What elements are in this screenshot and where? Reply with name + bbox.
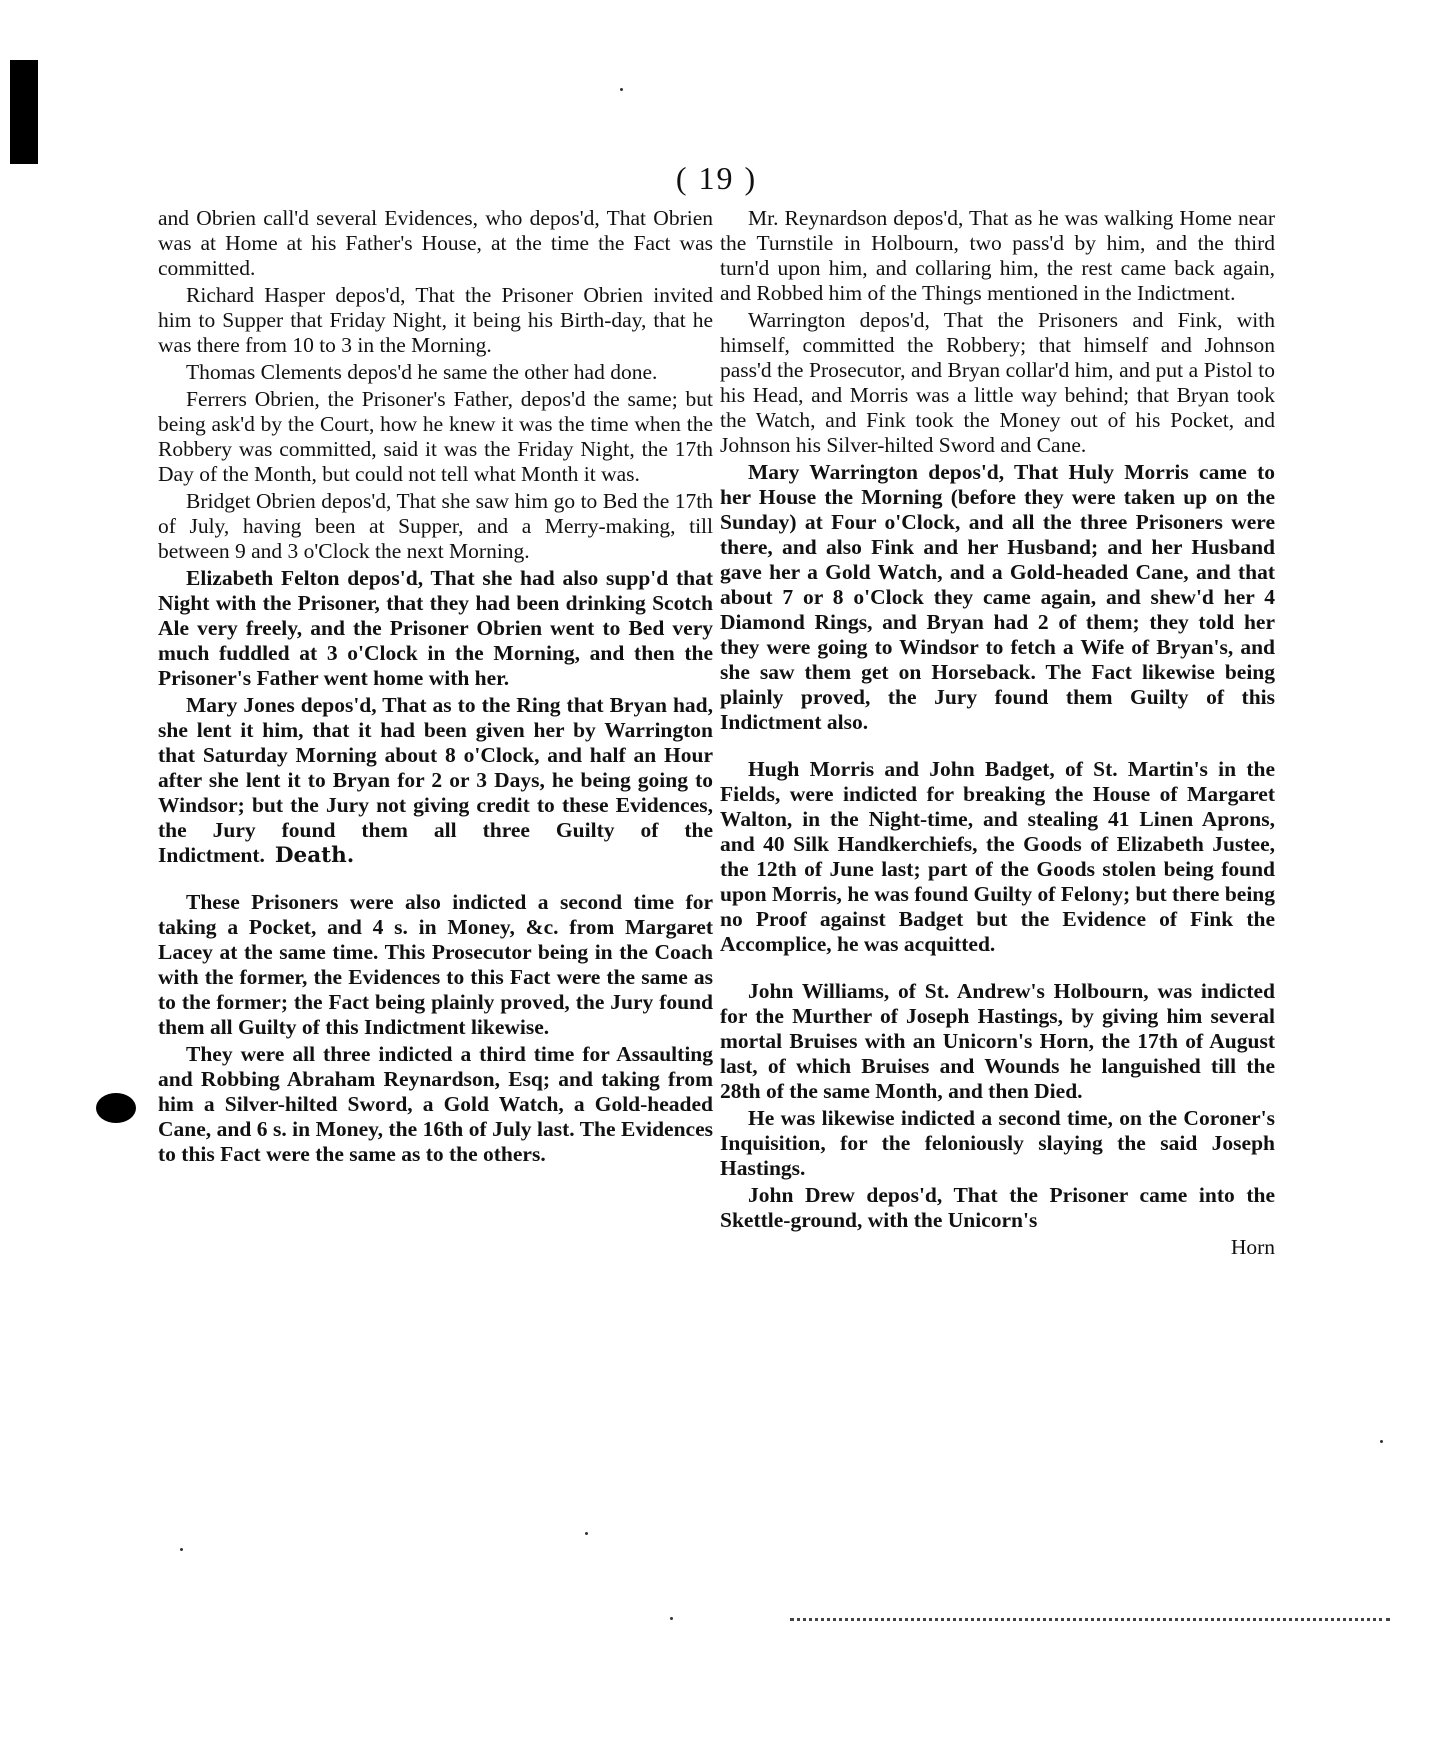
paragraph: Thomas Clements depos'd he same the other had done. xyxy=(186,360,658,384)
right-column xyxy=(720,206,1275,1282)
paragraph: He was likewise indicted a second time, on the Coroner's Inquisition, for the feloniously slaying the said Joseph Hastings. xyxy=(720,1106,1275,1180)
left-column xyxy=(158,206,713,1169)
paragraph: They were all three indicted a third time for Assaulting and Robbing Abraham Reynardson, Esq; and taking from him a Silver-hilted Sword, a Gold Watch, a Gold-headed Cane, and 6 s. in Money, the 16th of July last. The Evidences to this Fact were the same as to the others. xyxy=(158,1042,713,1166)
paragraph: John Drew depos'd, That the Prisoner came into the Skettle-ground, with the Unicorn's xyxy=(720,1183,1275,1232)
ink-blot xyxy=(96,1093,136,1123)
paragraph: Ferrers Obrien, the Prisoner's Father, depos'd the same; but being ask'd by the Court, how he knew it was the time when the Robbery was committed, said it was the Friday Night, the 17th Day of the Month, but could not tell what Month it was. xyxy=(158,387,713,486)
paragraph xyxy=(158,693,713,868)
paragraph-text: Mary Jones depos'd, That as to the Ring that Bryan had, she lent it him, that it had been given her by Warrington that Saturday Morning about 8 o'Clock, and half an Hour after she lent it to Bryan for 2 or 3 Days, he being going to Windsor; but the Jury not giving credit to these Evidences, the Jury found them all three Guilty of the Indictment. xyxy=(158,693,713,867)
scan-speck xyxy=(180,1548,183,1551)
section-gap xyxy=(720,737,1275,757)
scan-edge-mark xyxy=(10,60,38,164)
scan-speck xyxy=(670,1617,673,1620)
scan-speck xyxy=(1380,1440,1383,1443)
case-entry: John Williams, of St. Andrew's Holbourn, was indicted for the Murther of Joseph Hastings, by giving him several mortal Bruises with an Unicorn's Horn, the 17th of August last, of which Bruises and Wounds he languished till the 28th of the same Month, and then Died. xyxy=(720,979,1275,1103)
case-entry: Hugh Morris and John Badget, of St. Martin's in the Fields, were indicted for breaking the House of Margaret Walton, in the Night-time, and stealing 41 Linen Aprons, and 40 Silk Handkerchiefs, the Goods of Elizabeth Justee, the 12th of June last; part of the Goods stolen being found upon Morris, he was found Guilty of Felony; but there being no Proof against Badget but the Evidence of Fink the Accomplice, he was acquitted. xyxy=(720,757,1275,956)
paragraph: Richard Hasper depos'd, That the Prisoner Obrien invited him to Supper that Friday Night, it being his Birth-day, that he was there from 10 to 3 in the Morning. xyxy=(158,283,713,357)
section-gap xyxy=(158,870,713,890)
sentence-label: Death. xyxy=(274,843,355,868)
paragraph: Elizabeth Felton depos'd, That she had also supp'd that Night with the Prisoner, that they had been drinking Scotch Ale very freely, and the Prisoner Obrien went to Bed very much fuddled at 3 o'Clock in the Morning, and then the Prisoner's Father went home with her. xyxy=(158,566,713,690)
paragraph: Mary Warrington depos'd, That Huly Morris came to her House the Morning (before they were taken up on the Sunday) at Four o'Clock, and all the three Prisoners were there, and also Fink and her Husband; and her Husband gave her a Gold Watch, and a Gold-headed Cane, and that about 7 or 8 o'Clock they came again, and shew'd her 4 Diamond Rings, and Bryan had 2 of them; they told her they were going to Windsor to fetch a Wife of Bryan's, and she saw them get on Horseback. The Fact likewise being plainly proved, the Jury found them Guilty of this Indictment also. xyxy=(720,460,1275,734)
paragraph: These Prisoners were also indicted a second time for taking a Pocket, and 4 s. in Money, &c. from Margaret Lacey at the same time. This Prosecutor being in the Coach with the former, the Evidences to this Fact were the same as to the former; the Fact being plainly proved, the Jury found them all Guilty of this Indictment likewise. xyxy=(158,890,713,1039)
page-number: ( 19 ) xyxy=(675,160,758,196)
scan-noise-line xyxy=(790,1618,1390,1621)
section-gap xyxy=(720,959,1275,979)
paragraph: Bridget Obrien depos'd, That she saw him go to Bed the 17th of July, having been at Supper, and a Merry-making, till between 9 and 3 o'Clock the next Morning. xyxy=(158,489,713,563)
paragraph: Warrington depos'd, That the Prisoners and Fink, with himself, committed the Robbery; that himself and Johnson pass'd the Prosecutor, and Bryan collar'd him, and put a Pistol to his Head, and Morris was a little way behind; that Bryan took the Watch, and Fink took the Money out of his Pocket, and Johnson his Silver-hilted Sword and Cane. xyxy=(720,308,1275,457)
scan-speck xyxy=(585,1532,588,1535)
paragraph: Mr. Reynardson depos'd, That as he was walking Home near the Turnstile in Holbourn, two pass'd by him, and the third turn'd upon him, and collaring him, the rest came back again, and Robbed him of the Things mentioned in the Indictment. xyxy=(720,206,1275,305)
catchword: Horn xyxy=(1230,1235,1275,1259)
scan-speck xyxy=(620,88,623,91)
paragraph: and Obrien call'd several Evidences, who depos'd, That Obrien was at Home at his Father's House, at the time the Fact was committed. xyxy=(158,206,713,280)
